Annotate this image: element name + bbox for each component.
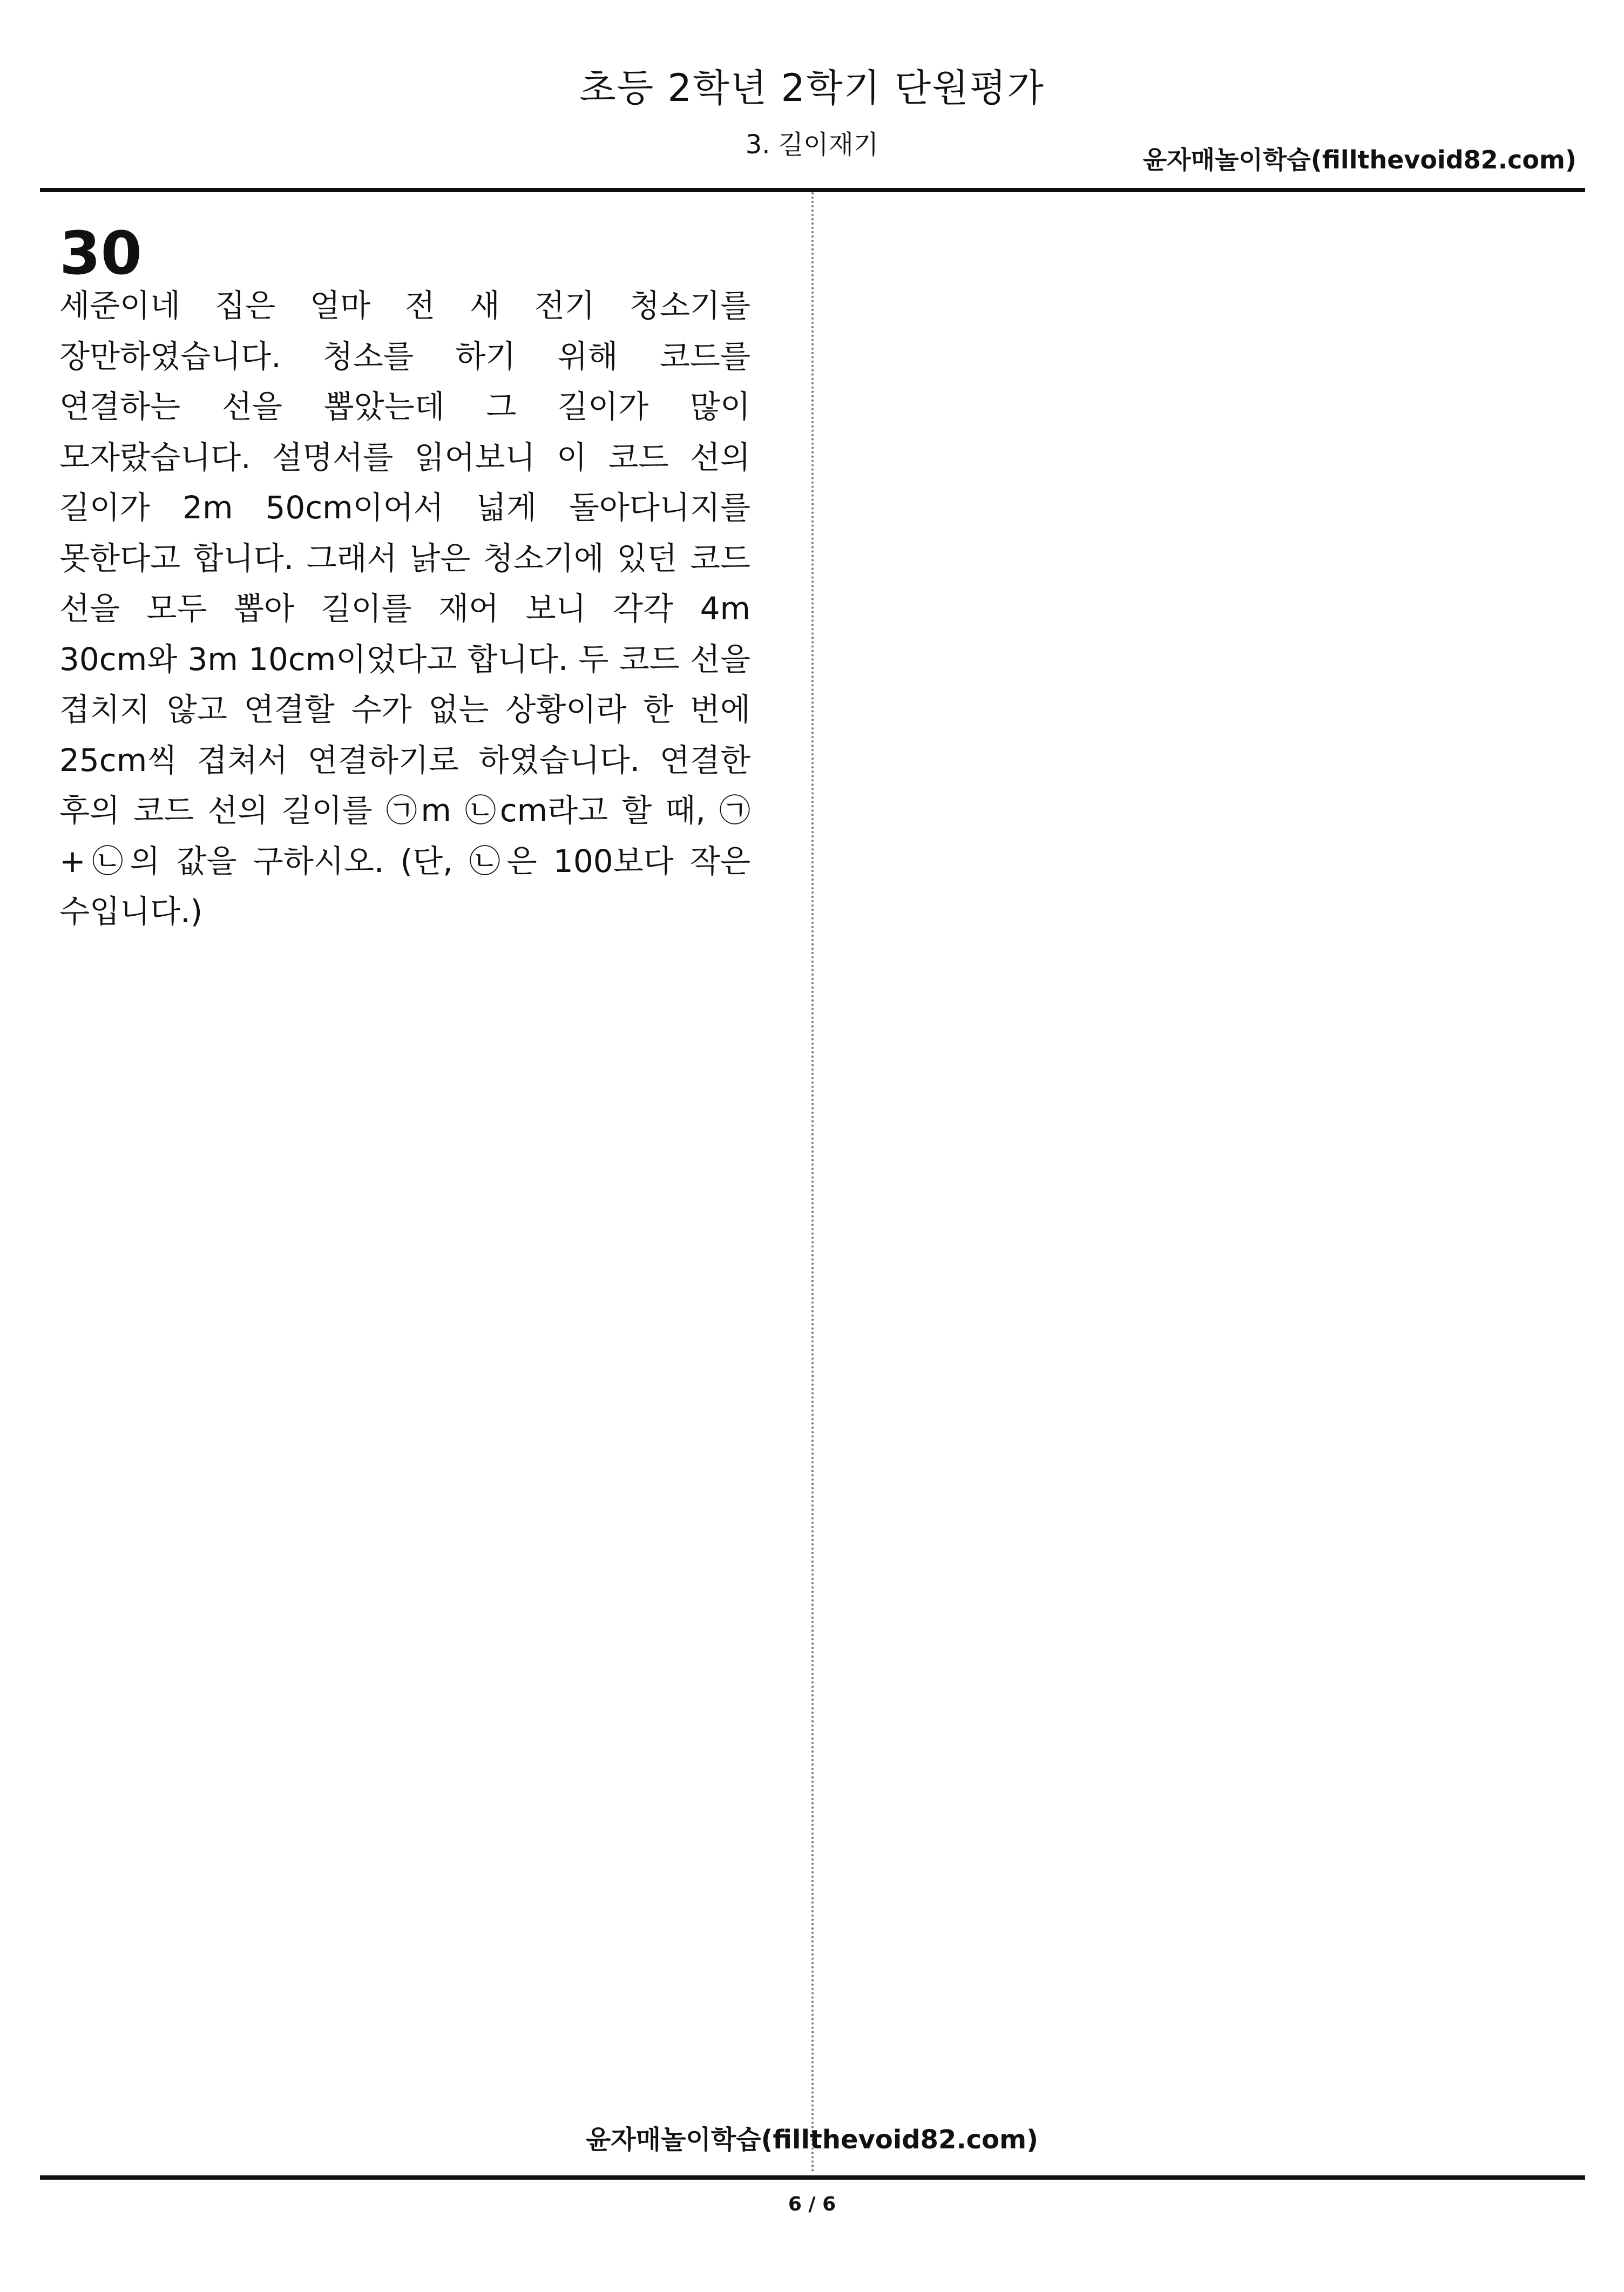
site-header-label: 윤자매놀이학습(fillthevoid82.com) (1142, 145, 1576, 174)
header-rule (40, 188, 1585, 192)
page-number: 6 / 6 (788, 2193, 836, 2215)
column-divider (811, 192, 814, 2174)
unit-title: 3. 길이재기 (745, 130, 879, 160)
site-footer-label: 윤자매놀이학습(fillthevoid82.com) (585, 2125, 1039, 2155)
page-title: 초등 2학년 2학기 단원평가 (579, 66, 1045, 110)
question-text: 세준이네 집은 얼마 전 새 전기 청소기를 장만하였습니다. 청소를 하기 위해 코드를 연결하는 선을 뽑았는데 그 길이가 많이 모자랐습니다. 설명서를 읽어보니 이 코드 선의 길이가 2m 50cm이어서 넓게 돌아다니지를 못한다고 합니다. 그래서 낡은 청소기에 있던 코드 선을 모두 뽑아 길이를 재어 보니 각각 4m 30cm와 3m 10cm이었다고 합니다. 두 코드 선을 겹치지 않고 연결할 수가 없는 상황이라 한 번에 25cm씩 겹쳐서 연결하기로 하였습니다. 연결한 후의 코드 선의 길이를 ㉠m ㉡cm라고 할 때, ㉠+㉡의 값을 구하시오. (단, ㉡은 100보다 작은 수입니다.) (59, 287, 750, 930)
question-number: 30 (59, 219, 143, 288)
footer-rule (40, 2175, 1585, 2180)
